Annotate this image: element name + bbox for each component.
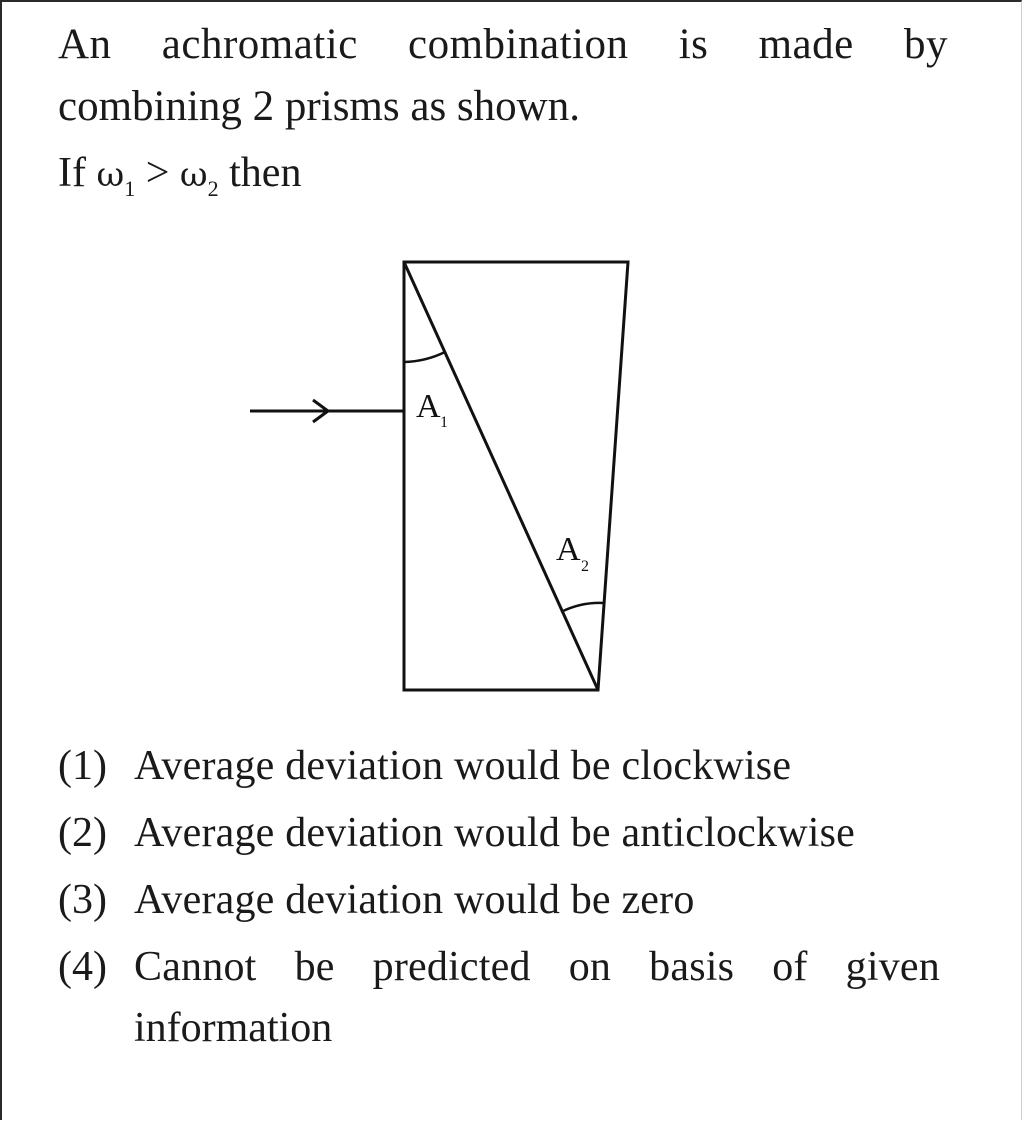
- option-text: [134, 943, 940, 991]
- option-4-continuation: information: [134, 1005, 333, 1051]
- label-a2: A: [556, 531, 581, 568]
- option-3[interactable]: [58, 876, 958, 943]
- prism-interface: [404, 262, 598, 690]
- omega-2-subscript: 2: [207, 176, 219, 201]
- option-word: predicted: [372, 944, 531, 990]
- omega-2-symbol: ω: [179, 155, 208, 195]
- question-word: by: [903, 21, 948, 68]
- option-number: (1): [58, 743, 107, 789]
- angle-arc-a2: [561, 603, 604, 612]
- option-text: Average deviation would be clockwise: [134, 743, 792, 789]
- option-word: basis: [649, 944, 735, 990]
- option-word: be: [294, 944, 335, 990]
- label-a1: A: [416, 388, 441, 425]
- question-line-2: combining 2 prisms as shown.: [58, 83, 580, 130]
- omega-1-subscript: 1: [124, 176, 136, 201]
- question-word: achromatic: [161, 21, 358, 68]
- option-word: on: [568, 944, 612, 990]
- option-number: (2): [58, 810, 107, 856]
- option-1[interactable]: [58, 742, 958, 809]
- option-word: given: [845, 944, 940, 990]
- option-word: of: [772, 944, 808, 990]
- option-4[interactable]: [58, 943, 958, 1010]
- option-number: (3): [58, 877, 107, 923]
- question-word: is: [678, 21, 709, 68]
- omega-1-symbol: ω: [96, 155, 125, 195]
- option-word: Cannot: [134, 944, 257, 990]
- condition-prefix: If: [58, 150, 86, 196]
- question-word: combination: [408, 21, 629, 68]
- option-text: Average deviation would be zero: [134, 877, 695, 923]
- question-word: An: [58, 21, 112, 68]
- answer-options: [58, 742, 958, 1071]
- greater-than-operator: >: [145, 150, 170, 196]
- option-2[interactable]: [58, 809, 958, 876]
- option-text: Average deviation would be anticlockwise: [134, 810, 855, 856]
- angle-arc-a1: [404, 352, 445, 362]
- option-number: (4): [58, 944, 107, 990]
- question-word: made: [758, 21, 854, 68]
- label-a2-subscript: 2: [581, 558, 589, 575]
- prism-outline: [404, 262, 628, 690]
- condition-suffix: then: [229, 150, 302, 196]
- label-a1-subscript: 1: [440, 414, 448, 431]
